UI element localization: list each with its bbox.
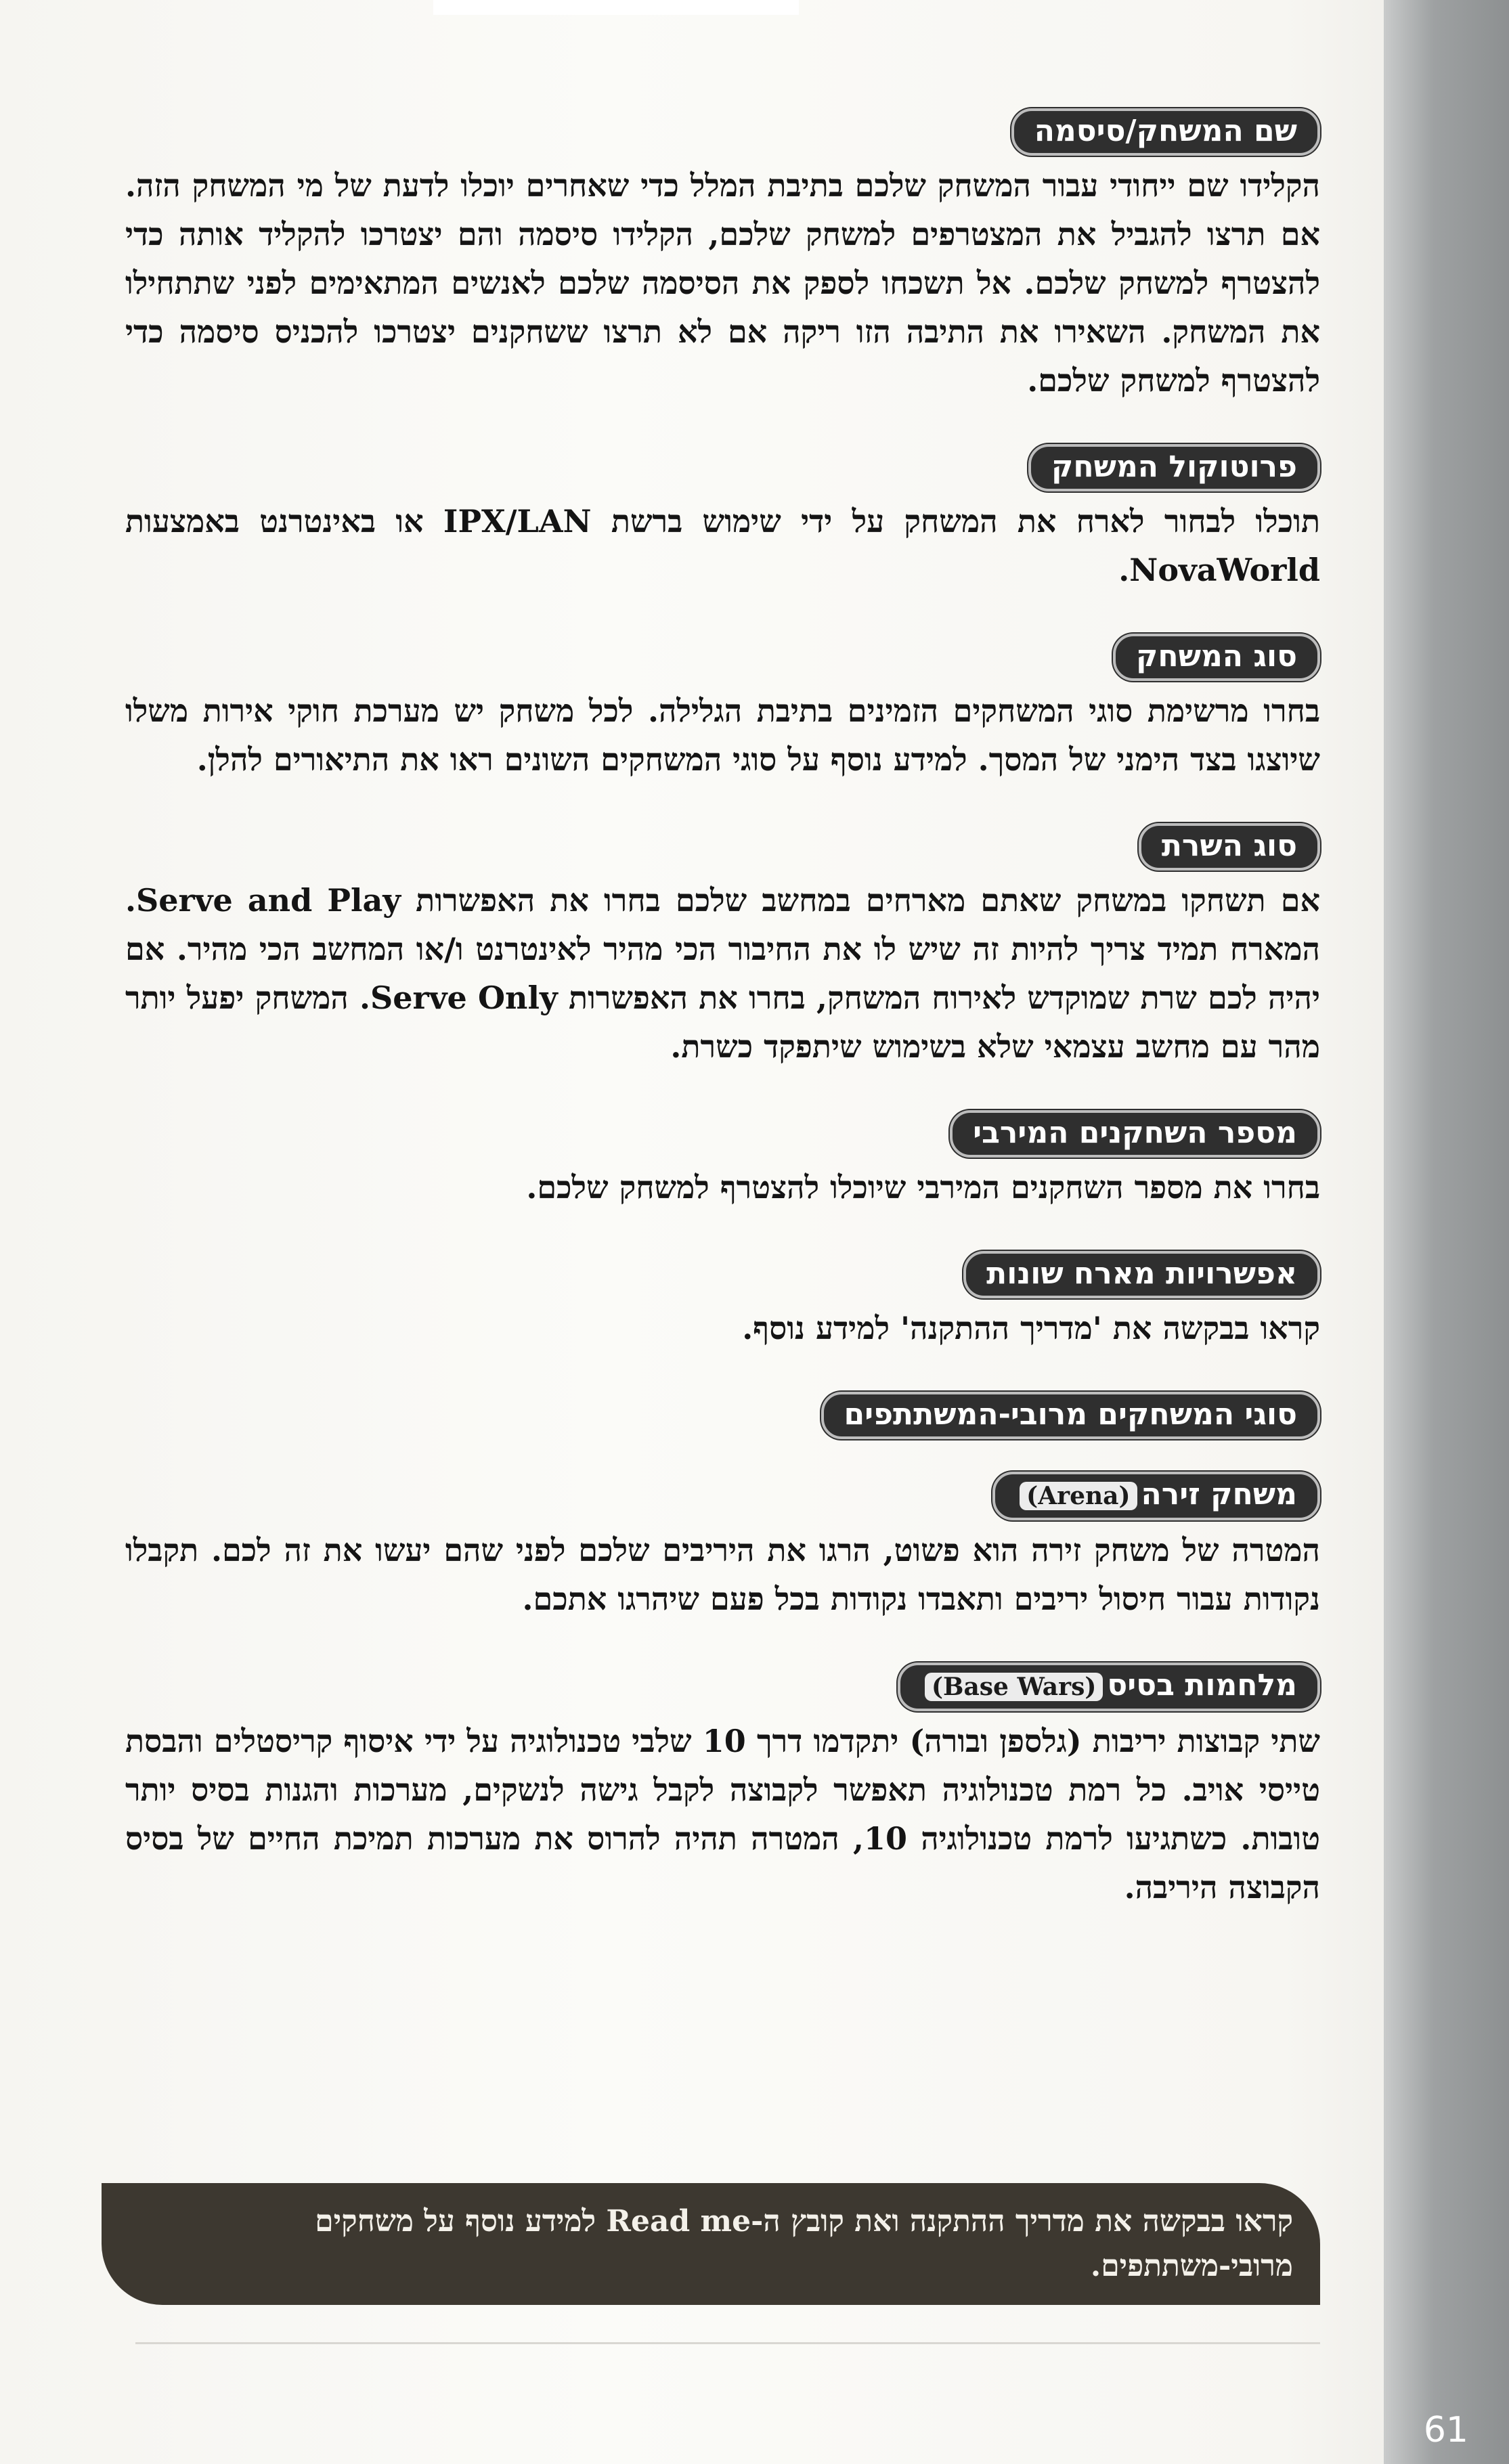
- section-heading: [992, 1472, 1320, 1520]
- section-heading: מספר השחקנים המירבי: [950, 1110, 1320, 1158]
- section-heading: פרוטוקול המשחק: [1028, 444, 1320, 491]
- section-text: המטרה של משחק זירה הוא פשוט, הרגו את היריבים שלכם לפני שהם יעשו את זה לכם. תקבלו נקודות עבור חיסול יריבים ותאבדו נקודות בכל פעם שיהרגו אתכם.: [125, 1532, 1320, 1617]
- section-host-options: [125, 1251, 1320, 1352]
- section-heading: שם המשחק/סיסמה: [1011, 108, 1320, 156]
- bottom-divider: [135, 2342, 1320, 2344]
- section-multiplayer-types: [125, 1392, 1320, 1445]
- readme-note: קראו בבקשה את מדריך ההתקנה ואת קובץ ה-Read me למידע נוסף על משחקים מרובי-משתתפים.: [102, 2183, 1320, 2305]
- heading-hebrew: משחק זירה: [1141, 1477, 1297, 1512]
- section-arena: [125, 1472, 1320, 1623]
- section-text: תוכלו לבחור לארח את המשחק על ידי שימוש ברשת IPX/LAN או באינטרנט באמצעות NovaWorld.: [125, 503, 1320, 588]
- section-max-players: [125, 1110, 1320, 1212]
- page-edge: [1384, 0, 1509, 2464]
- top-paper-strip: [433, 0, 799, 15]
- heading-latin: (Arena): [1020, 1482, 1137, 1510]
- heading-latin: (Base Wars): [925, 1673, 1103, 1701]
- section-heading: אפשרויות מארח שונות: [963, 1251, 1320, 1298]
- section-heading: סוגי המשחקים מרובי-המשתתפים: [821, 1392, 1320, 1439]
- section-heading: [898, 1663, 1320, 1711]
- section-game-name: [125, 108, 1320, 405]
- section-text: הקלידו שם ייחודי עבור המשחק שלכם בתיבת המלל כדי שאחרים יוכלו לדעת של מי המשחק הזה. אם תרצו להגביל את המצטרפים למשחק שלכם, הקלידו סיסמה והם יצטרכו להקליד אותה כדי להצטרף למשחק שלכם. אל תשכחו לספק את הסיסמה שלכם לאנשים המתאימים לפני שתתחילו את המשחק. השאירו את התיבה הזו ריקה אם לא תרצו ששחקנים יצטרכו להכניס סיסמה כדי להצטרף למשחק שלכם.: [125, 167, 1320, 399]
- section-protocol: [125, 444, 1320, 594]
- section-text: קראו בבקשה את 'מדריך ההתקנה' למידע נוסף.: [742, 1310, 1320, 1346]
- section-text: בחרו את מספר השחקנים המירבי שיוכלו להצטרף למשחק שלכם.: [526, 1169, 1320, 1206]
- section-game-type: [125, 634, 1320, 784]
- section-heading: סוג השרת: [1139, 823, 1320, 871]
- section-text: שתי קבוצות יריבות (גלספן ובורה) יתקדמו דרך 10 שלבי טכנולוגיה על ידי איסוף קריסטלים והבסת טייסי אויב. כל רמת טכנולוגיה תאפשר לקבוצה לקבל גישה לנשקים, מערכות והגנות בסיס יותר טובות. כשתגיעו לרמת טכנולוגיה 10, המטרה תהיה להרוס את מערכות תמיכת החיים של בסיס הקבוצה היריבה.: [125, 1723, 1320, 1906]
- section-server-type: [125, 823, 1320, 1071]
- section-text: אם תשחקו במשחק שאתם מארחים במחשב שלכם בחרו את האפשרות Serve and Play. המארח תמיד צריך להיות זה שיש לו את החיבור הכי מהיר לאינטרנט ו/או המחשב הכי מהיר. אם יהיה לכם שרת שמוקדש לאירוח המשחק, בחרו את האפשרות Serve Only. המשחק יפעל יותר מהר עם מחשב עצמאי שלא בשימוש שיתפקד כשרת.: [125, 882, 1321, 1065]
- section-heading: סוג המשחק: [1113, 634, 1320, 681]
- heading-hebrew: מלחמות בסיס: [1107, 1668, 1297, 1702]
- section-text: בחרו מרשימת סוגי המשחקים הזמינים בתיבת הגלילה. לכל משחק יש מערכת חוקי אירות משלו שיוצגו בצד הימני של המסך. למידע נוסף על סוגי המשחקים השונים ראו את התיאורים להלן.: [125, 692, 1320, 778]
- page-content: [125, 108, 1320, 1951]
- section-base-wars: [125, 1663, 1320, 1912]
- page-number: 61: [1423, 2410, 1468, 2450]
